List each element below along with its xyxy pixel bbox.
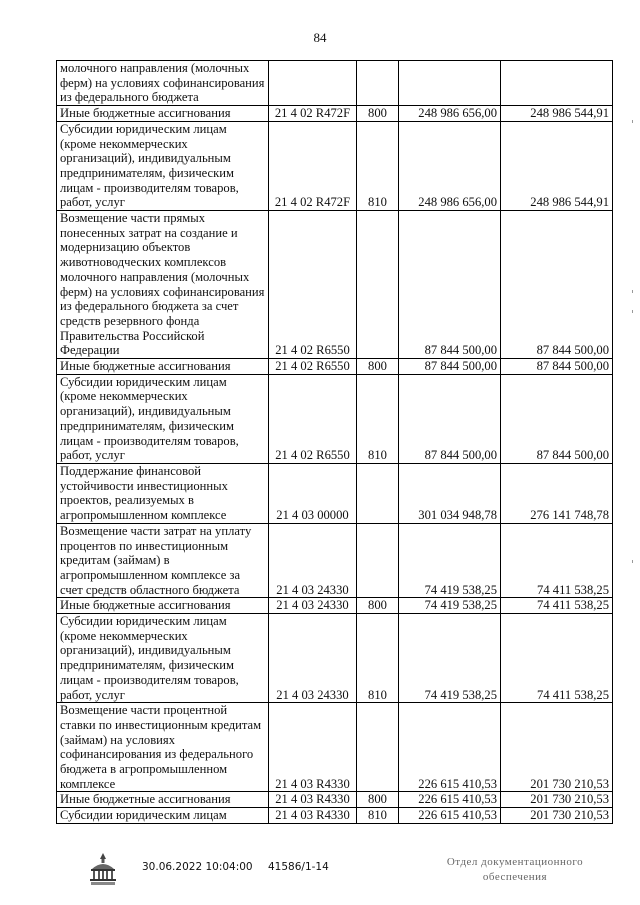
row-value-2022-cell: 87 844 500,00: [501, 374, 613, 463]
row-type-cell: [357, 463, 399, 523]
table-row: [57, 211, 613, 359]
row-type-cell: [357, 703, 399, 792]
row-value-2021-cell: 74 419 538,25: [399, 598, 501, 614]
table-row: [57, 463, 613, 523]
row-value-2021-cell: 301 034 948,78: [399, 463, 501, 523]
page-number: 84: [313, 30, 327, 45]
row-name-cell: Субсидии юридическим лицам (кроме некоммерческих организаций), индивидуальным предпринимателям, физическим лицам - производителям товаров, работ, услуг: [57, 374, 269, 463]
row-type-cell: [357, 211, 399, 359]
row-value-2021-cell: 87 844 500,00: [399, 211, 501, 359]
row-value-2022-cell: 201 730 210,53: [501, 808, 613, 824]
scan-edge-mark: [632, 310, 633, 313]
row-value-2022-cell: 74 411 538,25: [501, 614, 613, 703]
row-value-2022-cell: 248 986 544,91: [501, 106, 613, 122]
row-value-2022-cell: 87 844 500,00: [501, 359, 613, 375]
row-code-cell: 21 4 02 R472F: [269, 106, 357, 122]
row-name-cell: Иные бюджетные ассигнования: [57, 792, 269, 808]
table-row: [57, 614, 613, 703]
row-value-2021-cell: 226 615 410,53: [399, 703, 501, 792]
table-row: [57, 121, 613, 210]
scan-edge-mark: [632, 290, 633, 293]
row-code-cell: 21 4 03 24330: [269, 523, 357, 598]
row-code-cell: 21 4 03 24330: [269, 614, 357, 703]
row-name-cell: Иные бюджетные ассигнования: [57, 106, 269, 122]
table-row: [57, 61, 613, 106]
row-name-cell: Субсидии юридическим лицам: [57, 808, 269, 824]
row-value-2022-cell: 74 411 538,25: [501, 598, 613, 614]
row-value-2021-cell: 74 419 538,25: [399, 523, 501, 598]
row-name-cell: Поддержание финансовой устойчивости инвестиционных проектов, реализуемых в агропромышленном комплексе: [57, 463, 269, 523]
row-type-cell: [357, 61, 399, 106]
table-row: [57, 523, 613, 598]
footer-document-number: 41586/1-14: [268, 861, 329, 873]
row-name-cell: Субсидии юридическим лицам (кроме некоммерческих организаций), индивидуальным предпринимателям, физическим лицам - производителям товаров, работ, услуг: [57, 614, 269, 703]
row-name-cell: молочного направления (молочных ферм) на условиях софинансирования из федерального бюджета: [57, 61, 269, 106]
table-row: [57, 106, 613, 122]
table-row: [57, 703, 613, 792]
row-code-cell: 21 4 03 00000: [269, 463, 357, 523]
table-row: [57, 598, 613, 614]
row-code-cell: 21 4 03 24330: [269, 598, 357, 614]
row-code-cell: 21 4 03 R4330: [269, 808, 357, 824]
row-name-cell: Возмещение части процентной ставки по инвестиционным кредитам (займам) на условиях софинансирования из федерального бюджета в агропромышленном комплексе: [57, 703, 269, 792]
row-type-cell: 800: [357, 598, 399, 614]
row-name-cell: Иные бюджетные ассигнования: [57, 598, 269, 614]
row-value-2022-cell: [501, 61, 613, 106]
row-value-2022-cell: 248 986 544,91: [501, 121, 613, 210]
budget-table-body: [57, 61, 613, 824]
row-value-2021-cell: [399, 61, 501, 106]
scan-edge-mark: [632, 120, 633, 123]
row-value-2022-cell: 74 411 538,25: [501, 523, 613, 598]
row-name-cell: Возмещение части прямых понесенных затрат на создание и модернизацию объектов животноводческих комплексов молочного направления (молочных ферм) на условиях софинансирования из федерального бюджета за счет средств резервного фонда Правительства Российской Федерации: [57, 211, 269, 359]
row-value-2021-cell: 226 615 410,53: [399, 808, 501, 824]
row-type-cell: 800: [357, 106, 399, 122]
table-row: [57, 808, 613, 824]
duma-emblem-icon: [88, 851, 118, 887]
row-code-cell: 21 4 03 R4330: [269, 792, 357, 808]
table-row: [57, 374, 613, 463]
row-type-cell: 810: [357, 374, 399, 463]
row-code-cell: 21 4 02 R6550: [269, 211, 357, 359]
row-code-cell: 21 4 02 R472F: [269, 121, 357, 210]
row-value-2021-cell: 226 615 410,53: [399, 792, 501, 808]
row-value-2022-cell: 276 141 748,78: [501, 463, 613, 523]
row-value-2021-cell: 87 844 500,00: [399, 359, 501, 375]
department-line-2: обеспечения: [482, 871, 548, 883]
row-value-2022-cell: 201 730 210,53: [501, 792, 613, 808]
row-type-cell: 800: [357, 792, 399, 808]
row-type-cell: 810: [357, 614, 399, 703]
table-row: [57, 792, 613, 808]
budget-table: [56, 60, 613, 824]
row-value-2021-cell: 248 986 656,00: [399, 121, 501, 210]
row-name-cell: Иные бюджетные ассигнования: [57, 359, 269, 375]
row-code-cell: 21 4 02 R6550: [269, 359, 357, 375]
row-value-2022-cell: 201 730 210,53: [501, 703, 613, 792]
footer-department-stamp: [430, 855, 600, 885]
page-footer: [0, 845, 640, 895]
row-value-2022-cell: 87 844 500,00: [501, 211, 613, 359]
row-value-2021-cell: 74 419 538,25: [399, 614, 501, 703]
row-value-2021-cell: 87 844 500,00: [399, 374, 501, 463]
row-type-cell: 810: [357, 808, 399, 824]
row-code-cell: 21 4 03 R4330: [269, 703, 357, 792]
row-type-cell: 800: [357, 359, 399, 375]
row-code-cell: 21 4 02 R6550: [269, 374, 357, 463]
footer-datetime: 30.06.2022 10:04:00: [142, 861, 253, 873]
department-line-1: Отдел документационного: [446, 856, 584, 868]
row-type-cell: [357, 523, 399, 598]
row-value-2021-cell: 248 986 656,00: [399, 106, 501, 122]
row-name-cell: Возмещение части затрат на уплату процентов по инвестиционным кредитам (займам) в агропромышленном комплексе за счет средств областного бюджета: [57, 523, 269, 598]
table-row: [57, 359, 613, 375]
row-type-cell: 810: [357, 121, 399, 210]
row-code-cell: [269, 61, 357, 106]
row-name-cell: Субсидии юридическим лицам (кроме некоммерческих организаций), индивидуальным предпринимателям, физическим лицам - производителям товаров, работ, услуг: [57, 121, 269, 210]
scan-edge-mark: [632, 560, 633, 563]
